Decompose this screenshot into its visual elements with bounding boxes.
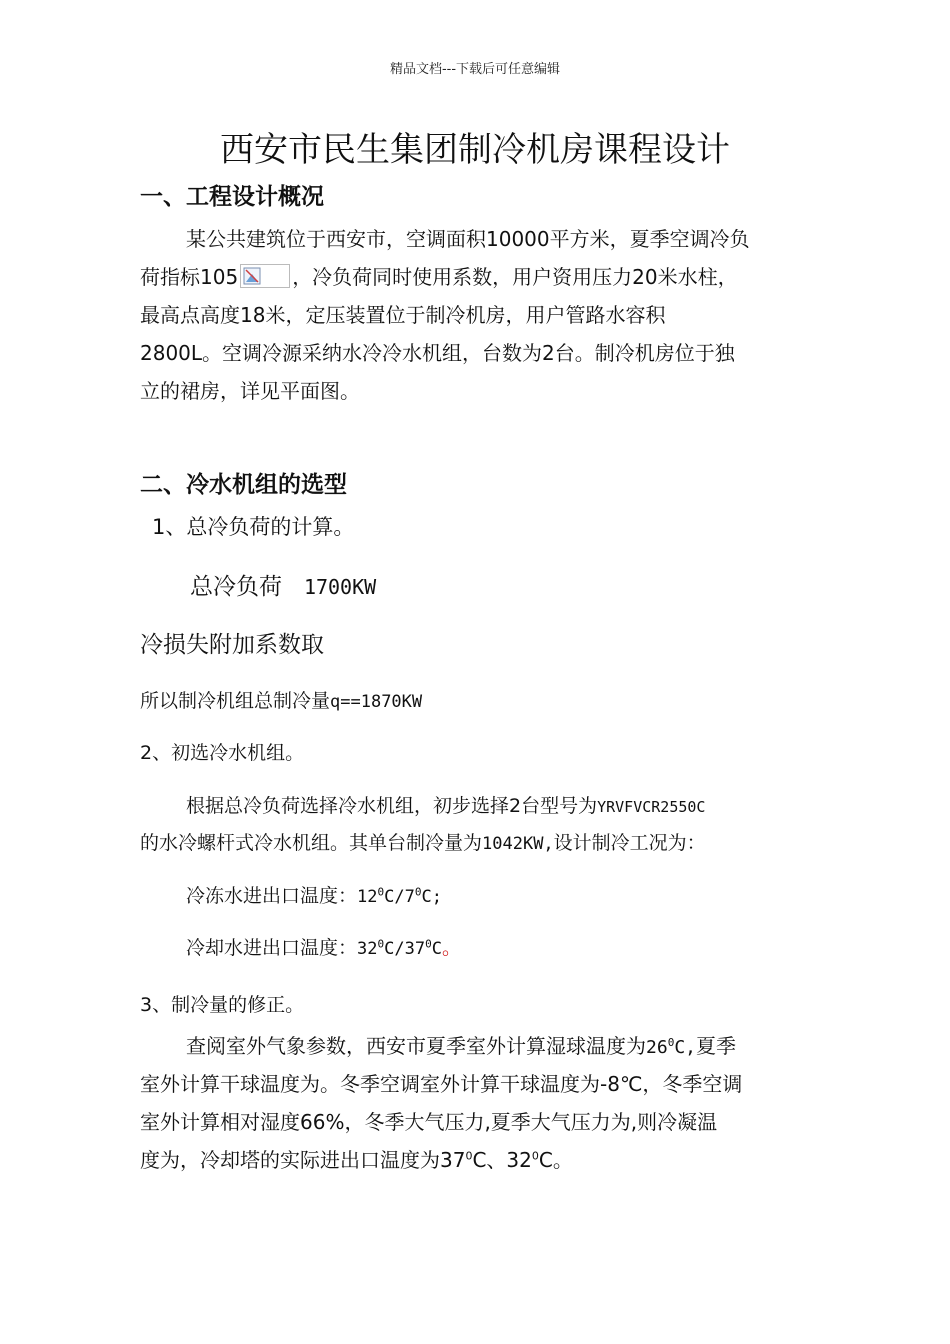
chiller-model: YRVFVCR2550C <box>597 798 706 816</box>
cooling-water-temp <box>186 933 461 960</box>
chw-inlet: 12 <box>357 887 378 907</box>
sec1-line-2 <box>140 261 738 290</box>
total-load-value: 1700KW <box>303 575 377 599</box>
sec1-line-4: 2800L。空调冷源采纳水冷冷水机组，台数为2台。制冷机房位于独 <box>140 341 735 365</box>
sec3-line-4 <box>140 1144 573 1173</box>
total-capacity-value: q==1870KW <box>330 692 423 712</box>
sec2-para-1a: 根据总冷负荷选择冷水机组，初步选择2台型号为 <box>186 795 598 817</box>
chw-outlet: C/7 <box>384 887 415 907</box>
total-load-label: 总冷负荷 <box>190 574 282 600</box>
cw-outlet: C/37 <box>384 939 426 959</box>
chilled-water-temp <box>186 881 442 908</box>
degree-mark: 0 <box>465 1149 473 1163</box>
total-cooling-load <box>190 568 376 601</box>
cw-label: 冷却水进出口温度： <box>186 937 358 959</box>
degree-mark: 0 <box>377 885 385 899</box>
cw-inlet: 32 <box>357 939 378 959</box>
chw-end: C; <box>421 887 442 907</box>
section-2-heading: 二、冷水机组的选型 <box>140 472 347 498</box>
loss-factor-line: 冷损失附加系数取 <box>140 632 324 658</box>
sec3-line-2: 室外计算干球温度为。冬季空调室外计算干球温度为-8℃，冬季空调 <box>140 1072 743 1096</box>
subsection-3: 3、制冷量的修正。 <box>140 994 305 1016</box>
sec3-line-4-end: C。 <box>538 1148 573 1172</box>
tower-outlet: 37 <box>440 1148 466 1172</box>
broken-image-icon <box>240 264 290 288</box>
sec3-line-1a: 查阅室外气象参数，西安市夏季室外计算湿球温度为 <box>186 1034 646 1058</box>
sec2-para-line-2 <box>140 828 706 855</box>
sec2-para-2a: 的水冷螺杆式冷水机组。其单台制冷量为 <box>140 832 483 854</box>
section-1-heading: 一、工程设计概况 <box>140 184 324 210</box>
sec3-line-4a: 度为，冷却塔的实际进出口温度为 <box>140 1148 440 1172</box>
degree-mark: 0 <box>667 1036 675 1049</box>
sec1-line-3: 最高点高度18米，定压装置位于制冷机房，用户管路水容积 <box>140 303 666 327</box>
document-title: 西安市民生集团制冷机房课程设计 <box>220 130 730 170</box>
sec1-line-1: 某公共建筑位于西安市，空调面积10000平方米，夏季空调冷负 <box>186 227 750 251</box>
sec3-line-1 <box>186 1030 736 1059</box>
wet-bulb-unit: C, <box>674 1037 696 1058</box>
subsection-1: 1、总冷负荷的计算。 <box>152 515 355 539</box>
sec1-line-2b: ，冷负荷同时使用系数，用户资用压力20米水柱， <box>292 265 738 289</box>
total-capacity-label: 所以制冷机组总制冷量 <box>140 690 331 712</box>
degree-mark: 0 <box>377 937 385 951</box>
unit-capacity: 1042KW, <box>482 834 554 854</box>
page-header: 精品文档---下载后可任意编辑 <box>389 62 561 77</box>
degree-mark: 0 <box>414 885 422 899</box>
tower-inlet: C、32 <box>472 1148 532 1172</box>
degree-mark: 0 <box>531 1149 539 1163</box>
cw-period: 。 <box>441 937 461 959</box>
wet-bulb-value: 26 <box>646 1037 668 1058</box>
total-capacity-line <box>140 686 422 713</box>
degree-mark: 0 <box>425 937 432 951</box>
sec3-line-3: 室外计算相对湿度66%，冬季大气压力,夏季大气压力为,则冷凝温 <box>140 1110 718 1134</box>
sec1-line-5: 立的裙房，详见平面图。 <box>140 379 360 403</box>
cw-end: C <box>431 939 442 959</box>
sec2-para-2c: 设计制冷工况为： <box>553 832 706 854</box>
chw-label: 冷冻水进出口温度： <box>186 885 358 907</box>
subsection-2: 2、初选冷水机组。 <box>140 742 305 764</box>
sec1-line-2a: 荷指标105 <box>140 265 239 289</box>
sec3-line-1d: 夏季 <box>696 1034 736 1058</box>
sec2-para-line-1 <box>186 791 705 818</box>
